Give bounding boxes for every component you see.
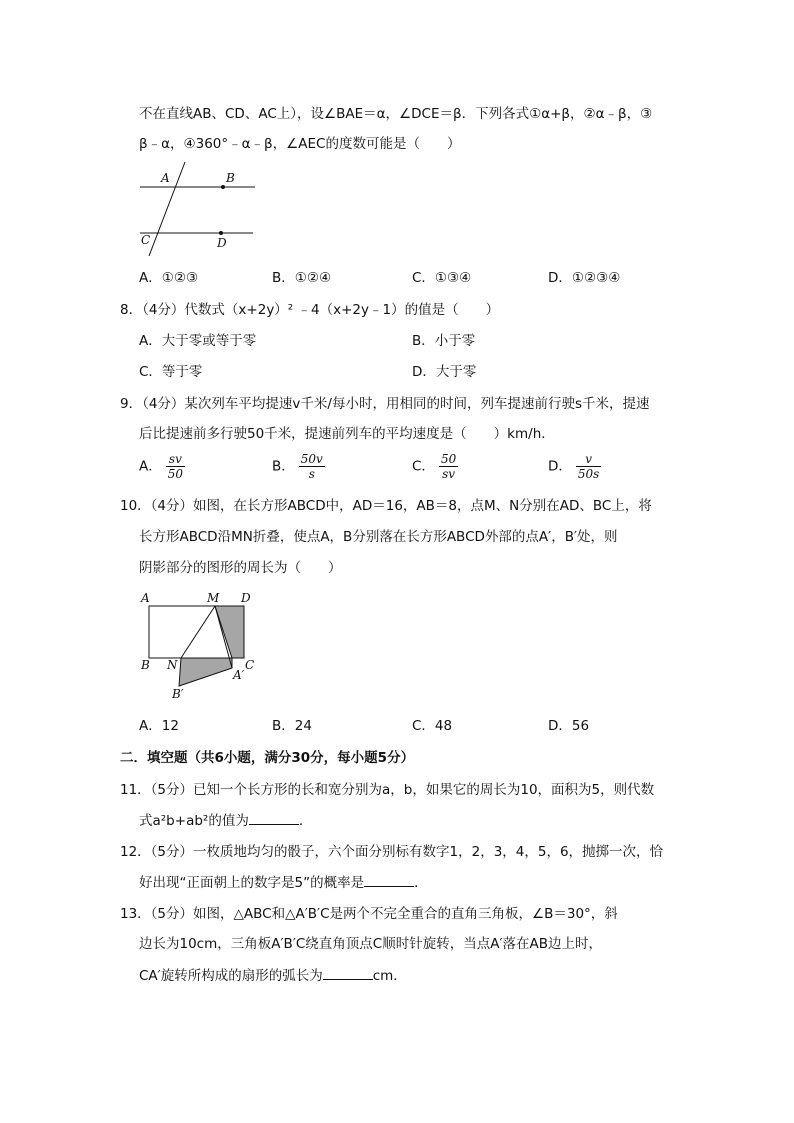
q12-text-line2 [139,872,428,893]
q8-option-c: C．等于零 [139,364,203,380]
answer-blank[interactable] [323,965,373,980]
q10-option-b: B．24 [272,718,312,734]
section-heading: 二．填空题（共6小题，满分30分，每小题5分） [120,750,415,766]
q7-text-line2: β﹣α，④360°﹣α﹣β，∠AEC的度数可能是（ ） [139,136,461,152]
q9-text-line1: 9．（4分）某次列车平均提速v千米/每小时，用相同的时间，列车提速前行驶s千米，提速 [120,396,650,412]
label-d: D [241,591,251,605]
fraction-numerator: v [576,452,601,467]
answer-blank[interactable] [364,872,414,887]
q12-text-line1: 12．（5分）一枚质地均匀的骰子，六个面分别标有数字1，2，3，4，5，6，抛掷一次，恰 [120,844,664,860]
q7-text-line1: 不在直线AB、CD、AC上），设∠BAE＝α，∠DCE＝β．下列各式①α+β，②α﹣β，③ [139,106,653,122]
q10-option-d: D．56 [548,718,590,734]
q7-option-b: B．①②④ [272,270,332,286]
q8-option-a: A．大于零或等于零 [139,333,257,349]
q9-option-a-fraction [166,452,185,481]
label-b: B [141,658,150,672]
q10-text-line3: 阴影部分的图形的周长为（ ） [139,560,342,576]
point-d [219,231,223,235]
q13-text-line2: 边长为10cm，三角板A′B′C绕直角顶点C顺时针旋转，当点A′落在AB边上时， [139,936,603,952]
q12-line2-prefix: 好出现“正面朝上的数字是5”的概率是 [139,875,365,891]
q10-folded-rectangle-figure [135,588,265,703]
q7-option-c: C．①③④ [412,270,472,286]
q9-option-d [548,452,601,481]
fraction-denominator: s [308,467,315,481]
q13-line3-suffix: cm． [372,968,407,984]
label-m: M [207,591,220,605]
q9-option-c-fraction [439,452,458,481]
q7-option-d: D．①②③④ [548,270,621,286]
fraction-numerator: sv [166,452,185,467]
q9-option-c-label: C． [412,458,435,475]
fraction-denominator: sv [442,467,456,481]
q8-option-b: B．小于零 [412,333,476,349]
q13-text-line3 [139,965,407,986]
q11-text-line2 [139,810,312,831]
q10-option-a: A．12 [139,718,179,734]
label-n: N [167,658,178,672]
fraction-numerator: 50v [300,452,323,466]
q11-line2-prefix: 式a²b+ab²的值为 [139,813,249,829]
q13-line3-prefix: CA′旋转所构成的扇形的弧长为 [139,968,323,984]
q9-option-a [139,452,185,481]
q10-option-c: C．48 [412,718,453,734]
q9-option-c [412,452,458,481]
q10-text-line1: 10．（4分）如图，在长方形ABCD中，AD＝16，AB＝8，点M、N分别在AD、BC上，将 [120,498,652,514]
q9-option-d-fraction [576,452,601,481]
fraction-numerator: 50 [440,452,457,466]
label-c: C [245,658,255,672]
shaded-region-top [215,606,244,658]
q8-option-d: D．大于零 [412,364,477,380]
q9-option-a-label: A． [139,458,162,475]
q9-option-b-fraction [299,452,325,481]
q11-text-line1: 11．（5分）已知一个长方形的长和宽分别为a，b，如果它的周长为10，面积为5，则代数 [120,782,655,798]
answer-blank[interactable] [249,810,299,825]
q7-parallel-lines-figure [135,160,265,260]
fold-line-mn [181,606,215,658]
q12-line2-suffix: ． [414,875,428,891]
q9-text-line2: 后比提速前多行驶50千米，提速前列车的平均速度是（ ）km/h． [139,426,555,442]
q9-option-d-label: D． [548,458,572,475]
q10-text-line2: 长方形ABCD沿MN折叠，使点A，B分别落在长方形ABCD外部的点A′，B′处，则 [139,529,618,545]
label-d: D [217,236,227,250]
label-a: A [161,171,170,185]
q9-option-b [272,452,325,481]
label-a: A [141,591,150,605]
q8-text-line1: 8．（4分）代数式（x+2y）² ﹣4（x+2y﹣1）的值是（ ） [120,302,500,318]
q7-option-a: A．①②③ [139,270,199,286]
label-b-prime: B′ [172,687,184,701]
point-b [221,185,225,189]
label-a-prime: A′ [233,668,245,682]
shaded-region-bottom [179,658,232,686]
q9-option-b-label: B． [272,458,295,475]
fraction-denominator: 50 [167,467,184,481]
q11-line2-suffix: ． [298,813,313,829]
label-c: C [141,233,151,247]
q13-text-line1: 13．（5分）如图，△ABC和△A′B′C是两个不完全重合的直角三角板，∠B＝30°，斜 [120,906,618,922]
label-b: B [226,171,235,185]
fraction-denominator: 50s [577,467,600,481]
